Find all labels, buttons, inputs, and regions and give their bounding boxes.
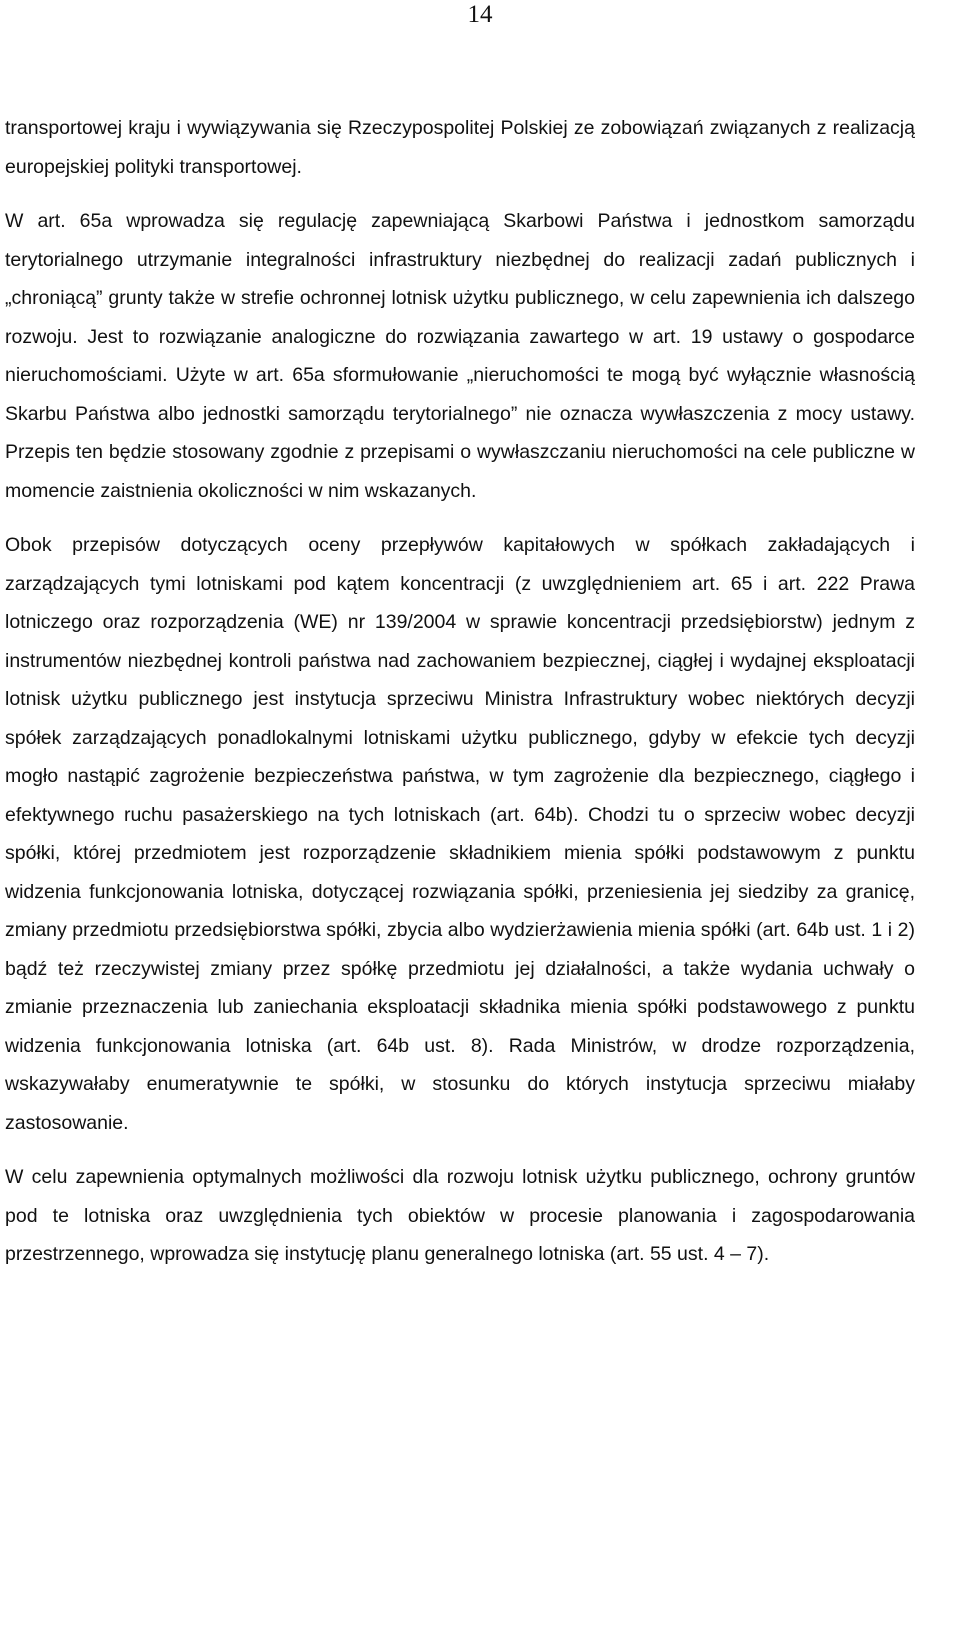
document-body: [5, 109, 915, 1274]
paragraph-art-65a: W art. 65a wprowadza się regulację zapewniającą Skarbowi Państwa i jednostkom samorządu terytorialnego utrzymanie integralności infrastruktury niezbędnej do realizacji zadań publicznych i „chroniącą” grunty także w strefie ochronnej lotnisk użytku publicznego, w celu zapewnienia ich dalszego rozwoju. Jest to rozwiązanie analogiczne do rozwiązania zawartego w art. 19 ustawy o gospodarce nieruchomościami. Użyte w art. 65a sformułowanie „nieruchomości te mogą być wyłącznie własnością Skarbu Państwa albo jednostki samorządu terytorialnego” nie oznacza wywłaszczenia z mocy ustawy. Przepis ten będzie stosowany zgodnie z przepisami o wywłaszczaniu nieruchomości na cele publiczne w momencie zaistnienia okoliczności w nim wskazanych.: [5, 210, 915, 502]
page-number: 14: [467, 1, 493, 28]
paragraph-general-airport-plan: W celu zapewnienia optymalnych możliwości dla rozwoju lotnisk użytku publicznego, ochrony gruntów pod te lotniska oraz uwzględnienia tych obiektów w procesie planowania i zagospodarowania przestrzennego, wprowadza się instytucję planu generalnego lotniska (art. 55 ust. 4 – 7).: [5, 1166, 915, 1265]
paragraph-art-64b-objection: Obok przepisów dotyczących oceny przepływów kapitałowych w spółkach zakładających i zarządzających tymi lotniskami pod kątem koncentracji (z uwzględnieniem art. 65 i art. 222 Prawa lotniczego oraz rozporządzenia (WE) nr 139/2004 w sprawie koncentracji przedsiębiorstw) jednym z instrumentów niezbędnej kontroli państwa nad zachowaniem bezpiecznej, ciągłej i wydajnej eksploatacji lotnisk użytku publicznego jest instytucja sprzeciwu Ministra Infrastruktury wobec niektórych decyzji spółek zarządzających ponadlokalnymi lotniskami użytku publicznego, gdyby w efekcie tych decyzji mogło nastąpić zagrożenie bezpieczeństwa państwa, w tym zagrożenie dla bezpiecznego, ciągłego i efektywnego ruchu pasażerskiego na tych lotniskach (art. 64b). Chodzi tu o sprzeciw wobec decyzji spółki, której przedmiotem jest rozporządzenie składnikiem mienia spółki podstawowym z punktu widzenia funkcjonowania lotniska, dotyczącej rozwiązania spółki, przeniesienia jej siedziby za granicę, zmiany przedmiotu przedsiębiorstwa spółki, zbycia albo wydzierżawienia mienia spółki (art. 64b ust. 1 i 2) bądź też rzeczywistej zmiany przez spółkę przedmiotu jej działalności, a także wydania uchwały o zmianie przeznaczenia lub zaniechania eksploatacji składnika mienia spółki podstawowego z punktu widzenia funkcjonowania lotniska (art. 64b ust. 8). Rada Ministrów, w drodze rozporządzenia, wskazywałaby enumeratywnie te spółki, w stosunku do których instytucja sprzeciwu miałaby zastosowanie.: [5, 534, 915, 1134]
paragraph-transport-obligations: transportowej kraju i wywiązywania się Rzeczypospolitej Polskiej ze zobowiązań związanych z realizacją europejskiej polityki transportowej.: [5, 117, 915, 178]
